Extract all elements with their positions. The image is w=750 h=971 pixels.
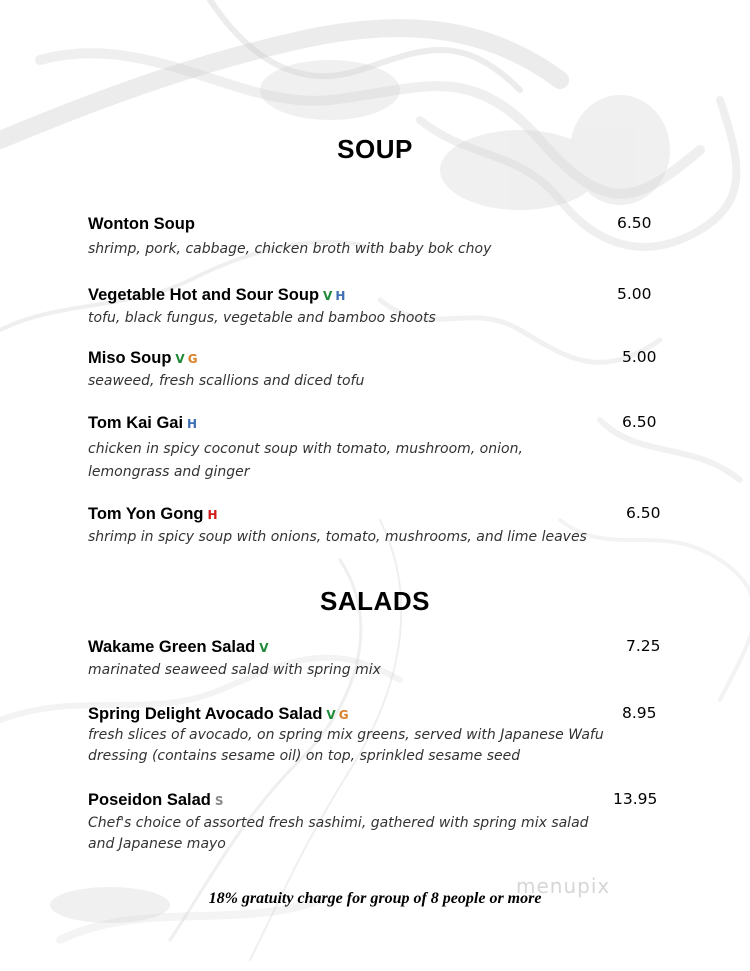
item-description: fresh slices of avocado, on spring mix greens, served with Japanese Wafu dressing (contains sesame oil) on top, sprinkled sesame seed xyxy=(88,727,604,764)
item-name: Tom Kai Gai xyxy=(88,414,184,432)
gratuity-note: 18% gratuity charge for group of 8 people or more xyxy=(208,890,542,907)
raw-tag: S xyxy=(214,794,224,808)
item-description: shrimp in spicy soup with onions, tomato, mushrooms, and lime leaves xyxy=(88,529,587,545)
item-name: Poseidon Salad xyxy=(88,791,211,809)
hot-tag: H xyxy=(335,289,346,303)
item-price: 13.95 xyxy=(613,790,658,808)
menu-item-tom-kai-gai xyxy=(88,413,668,484)
item-price: 5.00 xyxy=(617,285,652,303)
item-description: Chef's choice of assorted fresh sashimi, gathered with spring mix salad and Japanese mayo xyxy=(88,815,589,852)
gluten-free-tag: G xyxy=(338,708,349,722)
menu-item-wonton-soup xyxy=(88,214,668,261)
item-description: chicken in spicy coconut soup with tomato, mushroom, onion, lemongrass and ginger xyxy=(88,441,523,480)
watermark-logo: menupix xyxy=(516,874,611,898)
menu-item-poseidon-salad xyxy=(88,790,668,855)
item-name: Miso Soup xyxy=(88,349,172,367)
item-description: marinated seaweed salad with spring mix xyxy=(88,662,381,678)
item-price: 7.25 xyxy=(626,637,661,655)
item-name: Vegetable Hot and Sour Soup xyxy=(88,286,320,304)
item-name: Wakame Green Salad xyxy=(88,638,256,656)
section-title-salads: SALADS xyxy=(320,586,430,616)
item-price: 6.50 xyxy=(617,214,652,232)
section-title-soup: SOUP xyxy=(337,134,413,164)
menu-item-miso-soup xyxy=(88,348,668,393)
gluten-free-tag: G xyxy=(187,352,198,366)
item-description: tofu, black fungus, vegetable and bamboo shoots xyxy=(88,310,436,326)
item-price: 6.50 xyxy=(626,504,661,522)
menu-item-vegetable-hot-and-sour-soup xyxy=(88,285,668,330)
item-name: Spring Delight Avocado Salad xyxy=(88,705,323,723)
vegetarian-tag: V xyxy=(323,289,333,303)
item-price: 8.95 xyxy=(622,704,657,722)
item-price: 6.50 xyxy=(622,413,657,431)
vegetarian-tag: V xyxy=(326,708,336,722)
item-name: Wonton Soup xyxy=(88,215,195,233)
menu-item-wakame-green-salad xyxy=(88,637,668,682)
hot-tag: H xyxy=(207,508,218,522)
item-name: Tom Yon Gong xyxy=(88,505,204,523)
item-description: seaweed, fresh scallions and diced tofu xyxy=(88,373,365,389)
vegetarian-tag: V xyxy=(259,641,269,655)
menu-item-spring-delight-avocado-salad xyxy=(88,704,668,767)
hot-tag: H xyxy=(187,417,198,431)
item-price: 5.00 xyxy=(622,348,657,366)
menu-item-tom-yon-gong xyxy=(88,504,668,549)
vegetarian-tag: V xyxy=(175,352,185,366)
item-description: shrimp, pork, cabbage, chicken broth with baby bok choy xyxy=(88,241,492,257)
